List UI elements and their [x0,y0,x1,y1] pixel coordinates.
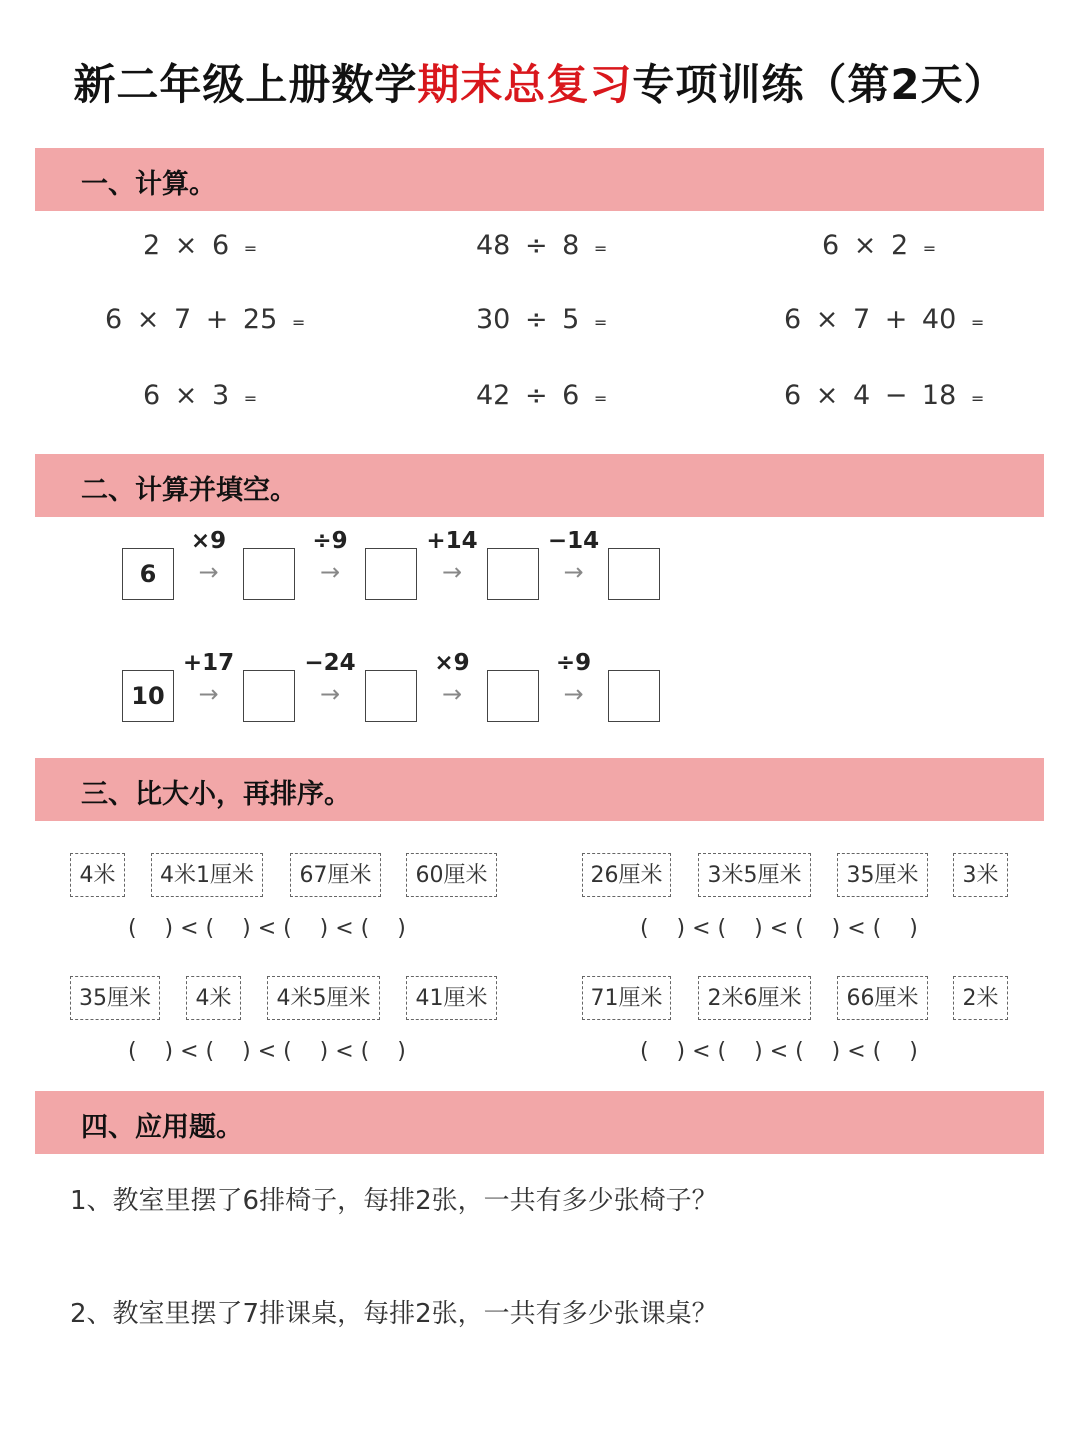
calculation-expression [476,230,607,261]
calculation-expression [476,380,607,411]
calculation-expression [143,380,257,411]
length-card: 4米1厘米 [151,853,263,897]
expression-text: 48 ÷ 8 [476,230,594,261]
expression-text: 6 × 4 − 18 [784,380,971,411]
calculation-expression [784,304,984,335]
arrow-icon: → [198,558,219,586]
section-heading: 一、计算。 [81,169,216,200]
operation-label: ÷9 [312,528,348,554]
order-answer-blanks[interactable]: ( ) < ( ) < ( ) < ( ) [640,1039,918,1064]
order-answer-blanks[interactable]: ( ) < ( ) < ( ) < ( ) [128,916,406,941]
arrow-icon: → [198,680,219,708]
title-highlight: 期末总复习 [417,60,633,109]
arrow-icon: → [441,558,463,586]
start-number-box: 10 [122,670,174,722]
length-card: 60厘米 [406,853,497,897]
expression-text: 6 × 2 [822,230,923,261]
answer-box[interactable] [487,548,539,600]
operation-label: −14 [547,528,600,554]
calculation-expression [784,380,984,411]
equals-sign: = [243,239,258,258]
section-header-compare [35,758,1044,821]
order-answer-blanks[interactable]: ( ) < ( ) < ( ) < ( ) [128,1039,406,1064]
word-problem: 2、教室里摆了7排课桌，每排2张，一共有多少张课桌？ [70,1299,718,1329]
expression-text: 6 × 7 + 25 [105,304,292,335]
length-card: 66厘米 [837,976,928,1020]
answer-box[interactable] [243,548,295,600]
answer-box[interactable] [365,548,417,600]
answer-box[interactable] [608,670,660,722]
section-heading: 二、计算并填空。 [81,475,297,506]
operation-label: +17 [182,650,235,676]
equals-sign: = [243,389,258,408]
operation-label: ×9 [190,528,227,554]
expression-text: 6 × 3 [143,380,244,411]
calculation-expression [143,230,257,261]
title-suffix: 专项训练（第2天） [632,60,1007,109]
operation-label: +14 [426,528,478,554]
section-header-word-problems [35,1091,1044,1154]
start-number-box: 6 [122,548,174,600]
length-card: 26厘米 [582,853,671,897]
length-card: 71厘米 [582,976,671,1020]
arrow-icon: → [319,558,341,586]
answer-box[interactable] [487,670,539,722]
expression-text: 2 × 6 [143,230,244,261]
length-card: 4米 [186,976,241,1020]
page-title [0,52,1080,112]
section-heading: 四、应用题。 [81,1112,243,1143]
arrow-icon: → [441,680,463,708]
length-card: 3米5厘米 [698,853,811,897]
length-card: 4米5厘米 [267,976,380,1020]
operation-label: −24 [304,650,356,676]
calculation-expression [105,304,305,335]
equals-sign: = [922,239,937,258]
answer-box[interactable] [365,670,417,722]
length-card: 4米 [70,853,125,897]
length-card: 35厘米 [837,853,928,897]
operation-label: ÷9 [555,650,592,676]
expression-text: 6 × 7 + 40 [784,304,971,335]
equals-sign: = [970,389,985,408]
length-card: 67厘米 [290,853,381,897]
section-heading: 三、比大小，再排序。 [81,779,351,810]
equals-sign: = [593,313,608,332]
operation-label: ×9 [434,650,470,676]
word-problem: 1、教室里摆了6排椅子，每排2张，一共有多少张椅子？ [70,1186,718,1216]
equals-sign: = [593,389,608,408]
section-header-calculation [35,148,1044,211]
length-card: 3米 [953,853,1008,897]
calculation-expression [476,304,607,335]
expression-text: 30 ÷ 5 [476,304,594,335]
equals-sign: = [291,313,306,332]
title-prefix: 新二年级上册数学 [73,60,418,109]
equals-sign: = [593,239,608,258]
answer-box[interactable] [243,670,295,722]
length-card: 35厘米 [70,976,160,1020]
calculation-expression [822,230,936,261]
order-answer-blanks[interactable]: ( ) < ( ) < ( ) < ( ) [640,916,918,941]
expression-text: 42 ÷ 6 [476,380,594,411]
arrow-icon: → [319,680,341,708]
arrow-icon: → [563,680,584,708]
section-header-fill-blanks [35,454,1044,517]
length-card: 41厘米 [406,976,497,1020]
length-card: 2米6厘米 [698,976,811,1020]
length-card: 2米 [953,976,1008,1020]
arrow-icon: → [563,558,584,586]
equals-sign: = [970,313,985,332]
answer-box[interactable] [608,548,660,600]
